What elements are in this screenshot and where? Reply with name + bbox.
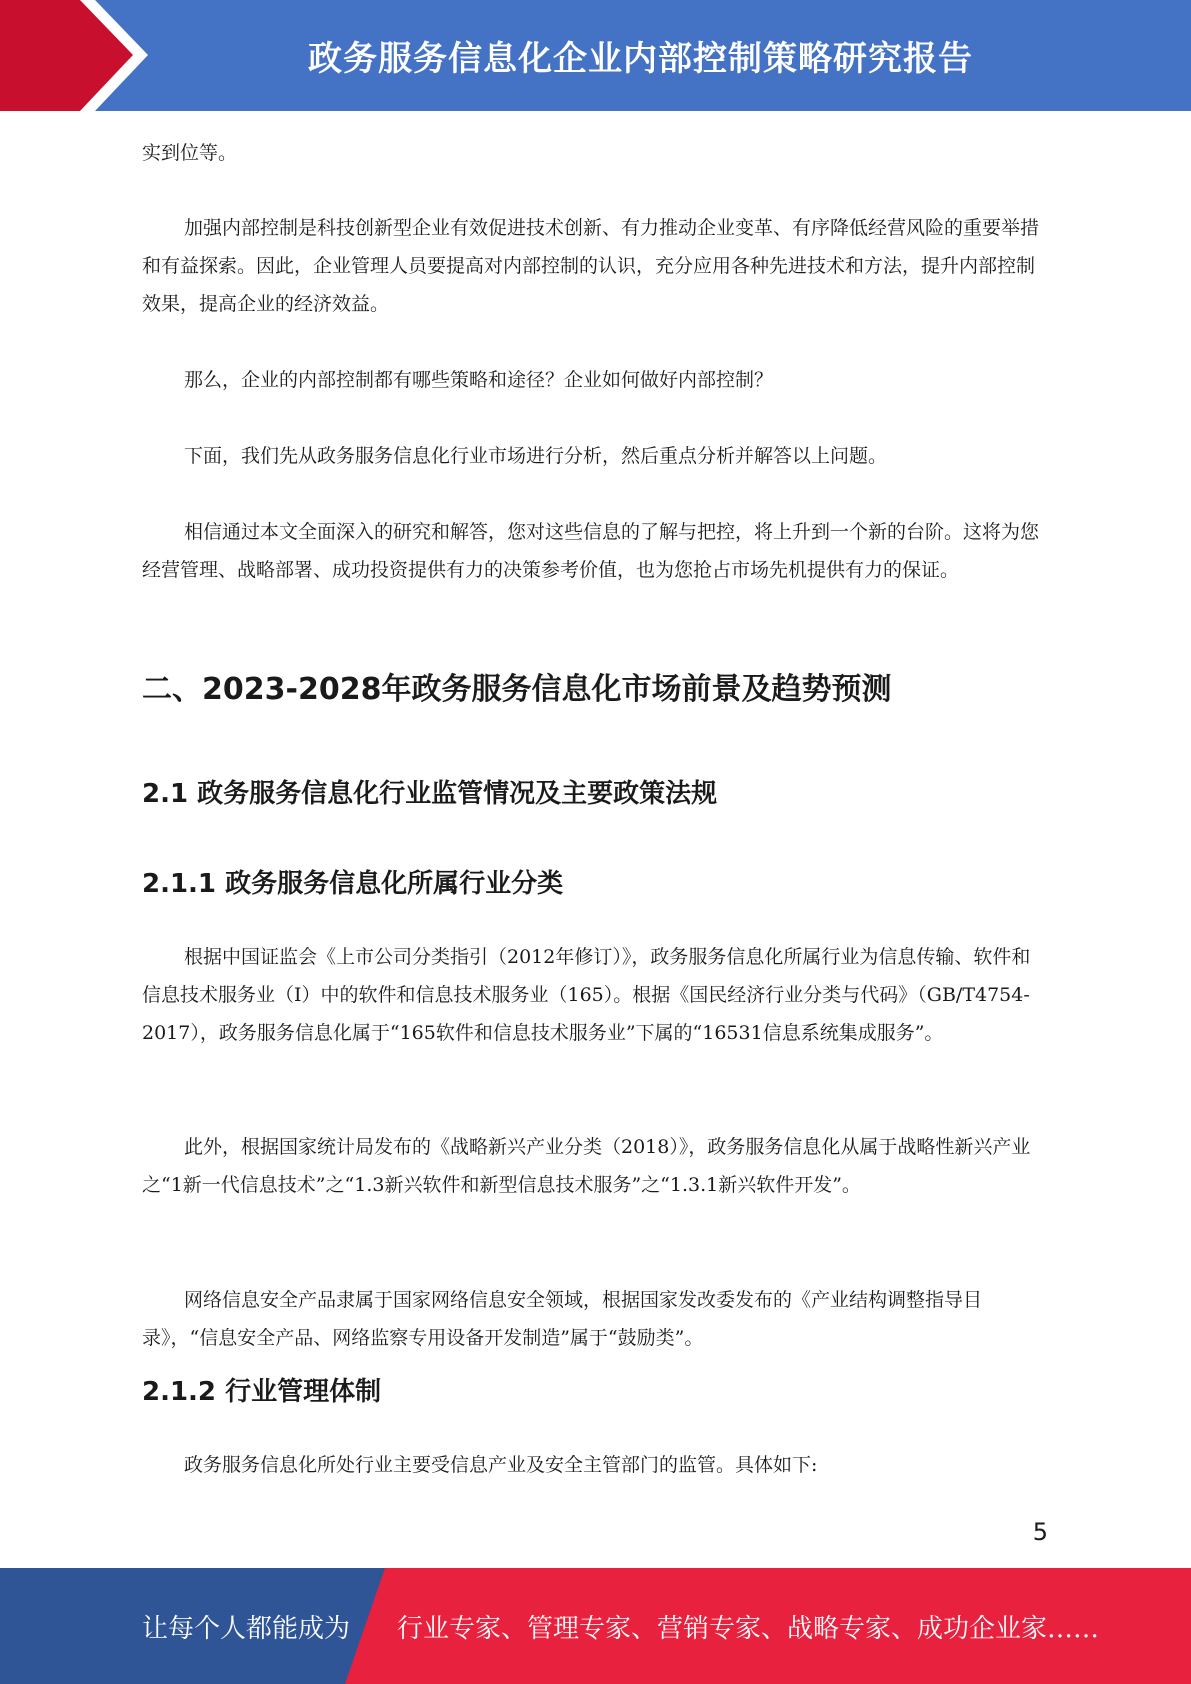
header-banner — [0, 0, 1191, 111]
footer-slogan-right: 行业专家、管理专家、营销专家、战略专家、成功企业家…… — [397, 1613, 1100, 1644]
footer-banner — [0, 1568, 1191, 1684]
page-number: 5 — [1032, 1518, 1048, 1546]
paragraph-strategic-industry: 此外，根据国家统计局发布的《战略新兴产业分类（2018）》，政务服务信息化从属于战略性新兴产业之“1新一代信息技术”之“1.3新兴软件和新型信息技术服务”之“1.3.1新兴软件开发”。 — [142, 1136, 1031, 1196]
footer-slogan-left: 让每个人都能成为 — [142, 1613, 351, 1644]
report-title: 政务服务信息化企业内部控制策略研究报告 — [308, 39, 973, 79]
section-heading: 二、2023-2028年政务服务信息化市场前景及趋势预测 — [142, 672, 892, 707]
paragraph-question: 那么，企业的内部控制都有哪些策略和途径？企业如何做好内部控制？ — [184, 369, 774, 391]
subsection-heading-2-1-2: 2.1.2 行业管理体制 — [142, 1377, 382, 1407]
subsection-heading-2-1-1: 2.1.1 政务服务信息化所属行业分类 — [142, 869, 564, 899]
paragraph-analysis-intro: 下面，我们先从政务服务信息化行业市场进行分析，然后重点分析并解答以上问题。 — [184, 445, 888, 467]
subsection-heading-2-1: 2.1 政务服务信息化行业监管情况及主要政策法规 — [142, 779, 718, 809]
paragraph-supervision: 政务服务信息化所处行业主要受信息产业及安全主管部门的监管。具体如下: — [184, 1454, 818, 1476]
paragraph-industry-classification: 根据中国证监会《上市公司分类指引（2012年修订）》，政务服务信息化所属行业为信息传输、软件和信息技术服务业（I）中的软件和信息技术服务业（165）。根据《国民经济行业分类与代码》（GB/T4754-2017），政务服务信息化属于“165软件和信息技术服务业”下属的“16531信息系统集成服务”。 — [142, 946, 1031, 1044]
paragraph-continuation: 实到位等。 — [142, 142, 238, 164]
paragraph-network-security: 网络信息安全产品隶属于国家网络信息安全领域，根据国家发改委发布的《产业结构调整指导目录》，“信息安全产品、网络监察专用设备开发制造”属于“鼓励类”。 — [142, 1289, 983, 1349]
paragraph-value: 相信通过本文全面深入的研究和解答，您对这些信息的了解与把控，将上升到一个新的台阶。这将为您经营管理、战略部署、成功投资提供有力的决策参考价值，也为您抢占市场先机提供有力的保证。 — [142, 521, 1040, 581]
paragraph-internal-control: 加强内部控制是科技创新型企业有效促进技术创新、有力推动企业变革、有序降低经营风险的重要举措和有益探索。因此，企业管理人员要提高对内部控制的认识，充分应用各种先进技术和方法，提升内部控制效果，提高企业的经济效益。 — [142, 217, 1040, 315]
